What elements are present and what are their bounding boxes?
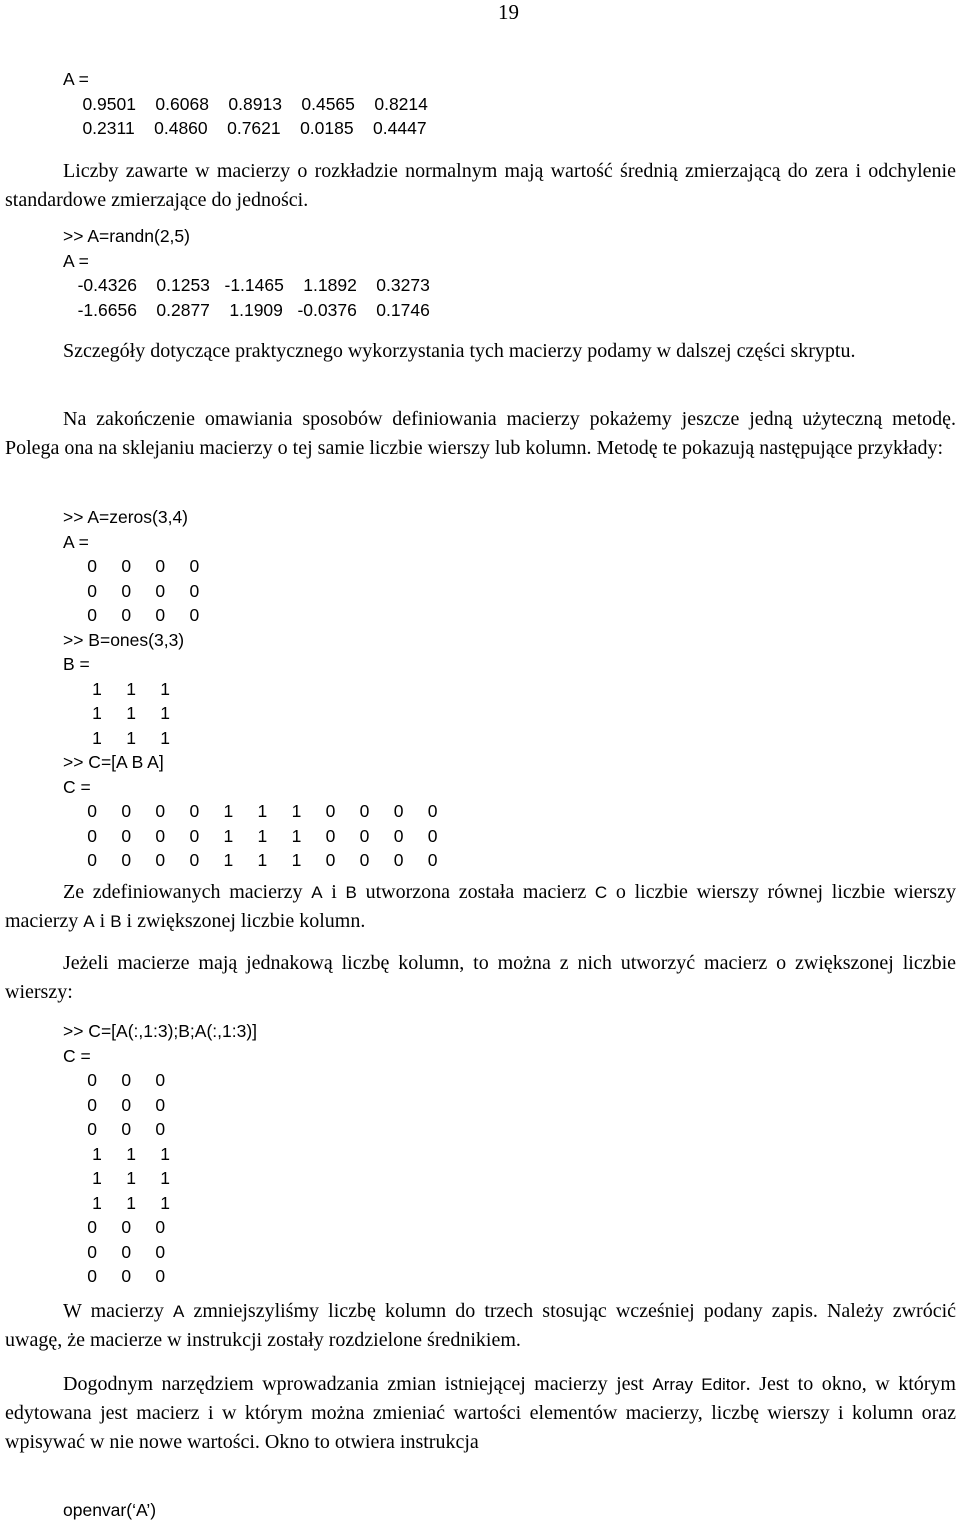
text: o liczbie wierszy równej liczbie wierszy macierzy xyxy=(5,881,956,932)
inline-code: C xyxy=(594,883,608,902)
code-line: 0 0 0 xyxy=(63,1094,166,1115)
code-line: A = xyxy=(63,250,89,271)
paragraph-array-editor xyxy=(5,1370,956,1457)
code-line: 0 0 0 xyxy=(63,1070,166,1090)
paragraph-column-reduction xyxy=(5,1297,956,1355)
inline-code: Array Editor xyxy=(652,1375,746,1394)
code-block-randn xyxy=(63,224,430,322)
inline-code: B xyxy=(110,912,122,931)
code-line: C = xyxy=(63,776,91,797)
code-line: 0 0 0 0 xyxy=(63,605,200,625)
text: Dogodnym narzędziem wprowadzania zmian istniejącej macierzy jest xyxy=(63,1373,653,1395)
code-line: 0 0 0 xyxy=(63,1217,166,1237)
code-line: C = xyxy=(63,1045,91,1066)
paragraph-details: Szczegóły dotyczące praktycznego wykorzystania tych macierzy podamy w dalszej części skryptu. xyxy=(63,340,856,362)
code-block-openvar xyxy=(63,1498,156,1523)
code-line: 0.9501 0.6068 0.8913 0.4565 0.8214 xyxy=(63,93,428,114)
text: Ze zdefiniowanych macierzy xyxy=(63,881,312,903)
code-line: 0.2311 0.4860 0.7621 0.0185 0.4447 xyxy=(63,118,427,138)
text: i xyxy=(94,910,111,932)
inline-code: A xyxy=(83,912,95,931)
code-line: 0 0 0 0 xyxy=(63,556,200,576)
page-number: 19 xyxy=(498,0,519,24)
code-line: >> A=randn(2,5) xyxy=(63,226,190,246)
paragraph-normal-distribution: Liczby zawarte w macierzy o rozkładzie normalnym mają wartość średnią zmierzającą do zera i odchylenie standardowe zmierzające do jedności. xyxy=(5,160,956,211)
paragraph-concatenation-intro: Na zakończenie omawiania sposobów definiowania macierzy pokażemy jeszcze jedną użyteczną metodę. Polega ona na sklejaniu macierzy o tej samie liczbie wierszy lub kolumn. Metodę te pokazują następujące przykłady: xyxy=(5,408,956,459)
text: utworzona została macierz xyxy=(356,881,595,903)
code-line: 0 0 0 xyxy=(63,1241,166,1262)
code-line: 1 1 1 xyxy=(63,678,170,699)
code-line: A = xyxy=(63,531,89,552)
code-line: 1 1 1 xyxy=(63,1168,170,1188)
text: . Jest to okno, w którym edytowana jest macierz i w którym można zmieniać wartości elementów macierzy, liczbę wierszy i kolumn oraz wpisywać w nie nowe wartości. Okno to otwiera instrukcja xyxy=(5,1373,956,1453)
code-line: 0 0 0 0 1 1 1 0 0 0 0 xyxy=(63,825,438,846)
code-line: -1.6656 0.2877 1.1909 -0.0376 0.1746 xyxy=(63,299,430,320)
code-line: 1 1 1 xyxy=(63,1143,170,1164)
inline-code: B xyxy=(345,883,357,902)
code-line: B = xyxy=(63,654,90,674)
code-block-row-concatenation xyxy=(63,1019,257,1289)
paragraph-row-concatenation: Jeżeli macierze mają jednakową liczbę kolumn, to można z nich utworzyć macierz o zwiększonej liczbie wierszy: xyxy=(5,952,956,1003)
code-line: >> B=ones(3,3) xyxy=(63,629,185,650)
code-line: 0 0 0 0 xyxy=(63,580,200,601)
code-line: A = xyxy=(63,69,89,89)
paragraph-concatenation-explanation xyxy=(5,878,956,936)
code-line: 0 0 0 0 1 1 1 0 0 0 0 xyxy=(63,850,438,870)
code-line: >> C=[A(:,1:3);B;A(:,1:3)] xyxy=(63,1021,258,1041)
code-line: 1 1 1 xyxy=(63,727,170,748)
text: i zwiększonej liczbie kolumn. xyxy=(121,910,366,932)
code-line: 0 0 0 xyxy=(63,1119,166,1139)
code-line: >> A=zeros(3,4) xyxy=(63,507,189,527)
inline-code: A xyxy=(173,1302,185,1321)
text: zmniejszyliśmy liczbę kolumn do trzech stosując wcześniej podany zapis. Należy zwrócić uwagę, że macierze w instrukcji zostały rozdzielone średnikiem. xyxy=(5,1300,957,1351)
code-line: >> C=[A B A] xyxy=(63,752,164,772)
code-block-concatenation xyxy=(63,505,437,873)
code-line: 0 0 0 xyxy=(63,1266,166,1286)
code-line: openvar(‘A’) xyxy=(63,1500,157,1520)
text: i xyxy=(322,881,346,903)
code-line: 1 1 1 xyxy=(63,703,170,723)
code-line: 1 1 1 xyxy=(63,1192,170,1213)
code-block-rand-output xyxy=(63,67,428,141)
code-line: -0.4326 0.1253 -1.1465 1.1892 0.3273 xyxy=(63,275,430,295)
text: W macierzy xyxy=(63,1300,174,1322)
code-line: 0 0 0 0 1 1 1 0 0 0 0 xyxy=(63,801,438,821)
inline-code: A xyxy=(311,883,323,902)
